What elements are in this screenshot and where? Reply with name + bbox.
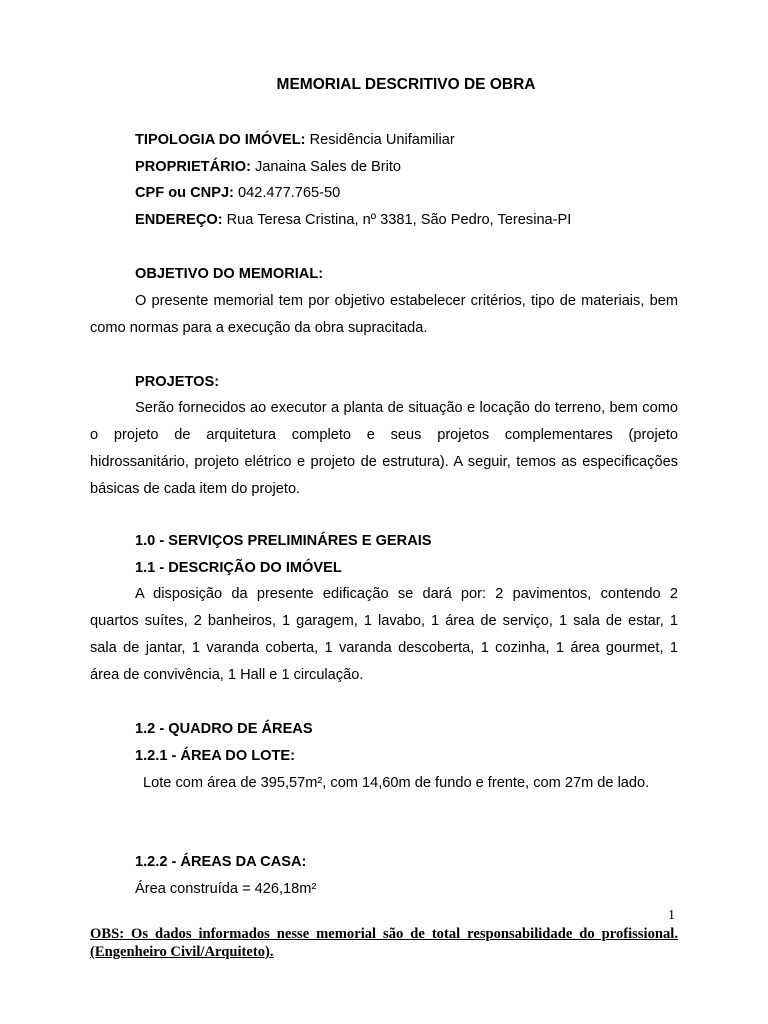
paragraph-line: quartos suítes, 2 banheiros, 1 garagem, 1 lavabo, 1 área de serviço, 1 sala de estar, 1 xyxy=(90,613,678,629)
section-heading-servicos: 1.0 - SERVIÇOS PRELIMINÁRES E GERAIS xyxy=(135,533,432,549)
casa-text: Área construída = 426,18m² xyxy=(135,881,317,897)
info-value: Janaina Sales de Brito xyxy=(250,159,402,175)
info-cpf xyxy=(135,184,340,202)
paragraph-line: como normas para a execução da obra supracitada. xyxy=(90,320,428,336)
paragraph-line: o projeto de arquitetura completo e seus projetos complementares (projeto xyxy=(90,427,678,443)
paragraph-line: Serão fornecidos ao executor a planta de situação e locação do terreno, bem como xyxy=(135,400,678,416)
paragraph-line: sala de jantar, 1 varanda coberta, 1 varanda descoberta, 1 cozinha, 1 área gourmet, 1 xyxy=(90,640,678,656)
info-proprietario xyxy=(135,158,401,176)
info-label: TIPOLOGIA DO IMÓVEL: xyxy=(135,132,306,148)
info-label: ENDEREÇO: xyxy=(135,212,223,228)
page-number: 1 xyxy=(668,908,675,923)
paragraph-line: área de convivência, 1 Hall e 1 circulação. xyxy=(90,667,364,683)
obs-note: OBS: Os dados informados nesse memorial são de total responsabilidade do profissional. xyxy=(90,926,678,942)
info-value: Rua Teresa Cristina, nº 3381, São Pedro, Teresina-PI xyxy=(222,212,572,228)
info-tipologia xyxy=(135,131,455,149)
subsection-heading-casa: 1.2.2 - ÁREAS DA CASA: xyxy=(135,854,307,870)
section-heading-quadro: 1.2 - QUADRO DE ÁREAS xyxy=(135,721,313,737)
info-label: CPF ou CNPJ: xyxy=(135,185,234,201)
paragraph-line: hidrossanitário, projeto elétrico e projeto de estrutura). A seguir, temos as especificações xyxy=(90,454,678,470)
section-heading-objetivo: OBJETIVO DO MEMORIAL: xyxy=(135,266,324,282)
paragraph-line: O presente memorial tem por objetivo estabelecer critérios, tipo de materiais, bem xyxy=(135,293,678,309)
info-value: Residência Unifamiliar xyxy=(305,132,455,148)
subsection-heading-descricao: 1.1 - DESCRIÇÃO DO IMÓVEL xyxy=(135,560,342,576)
obs-note-continued: (Engenheiro Civil/Arquiteto). xyxy=(90,944,274,960)
info-endereco xyxy=(135,211,571,229)
info-value: 042.477.765-50 xyxy=(233,185,341,201)
lote-text: Lote com área de 395,57m², com 14,60m de fundo e frente, com 27m de lado. xyxy=(143,775,650,791)
paragraph-line: A disposição da presente edificação se dará por: 2 pavimentos, contendo 2 xyxy=(135,586,678,602)
section-heading-projetos: PROJETOS: xyxy=(135,374,220,390)
paragraph-line: básicas de cada item do projeto. xyxy=(90,481,301,497)
subsection-heading-lote: 1.2.1 - ÁREA DO LOTE: xyxy=(135,748,296,764)
info-label: PROPRIETÁRIO: xyxy=(135,159,251,175)
document-title: MEMORIAL DESCRITIVO DE OBRA xyxy=(276,76,536,93)
